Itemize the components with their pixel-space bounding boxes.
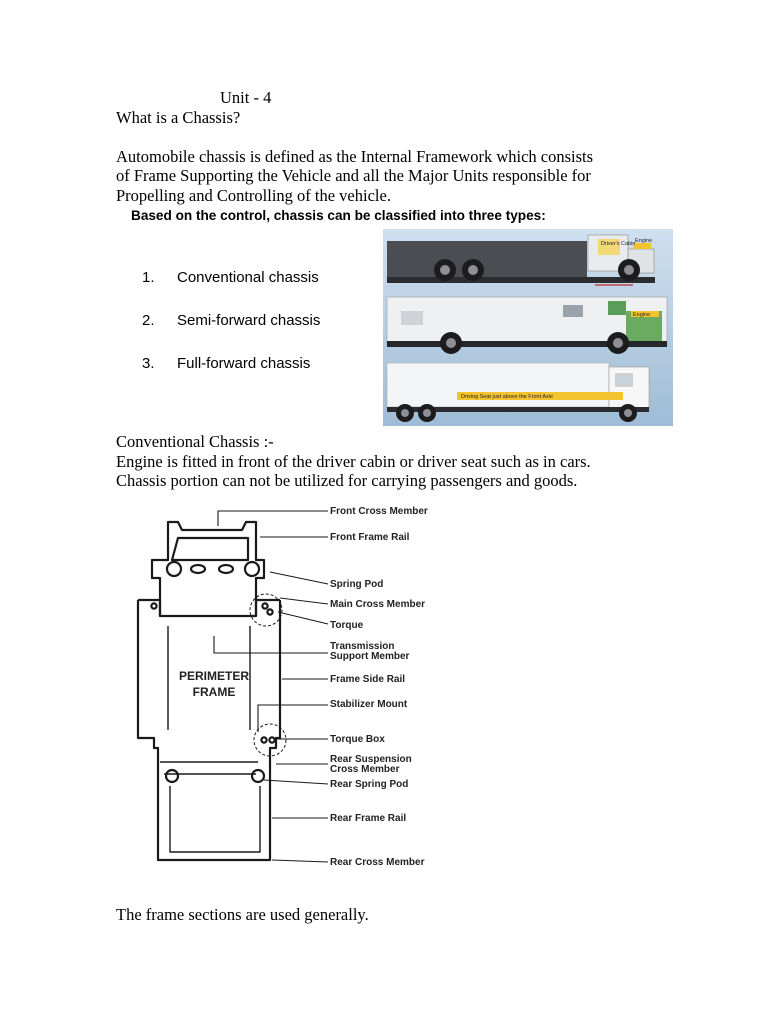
callout-torque: Torque [330, 620, 364, 631]
type-item-full-forward [142, 355, 310, 372]
classification-heading: Based on the control, chassis can be classified into three types: [131, 208, 546, 223]
callout-rear-suspension: Rear Suspension [330, 754, 412, 765]
unit-heading: Unit - 4 [220, 88, 272, 107]
callout-rear-spring-pod: Rear Spring Pod [330, 779, 409, 790]
type-number: 2. [142, 312, 155, 329]
frame-label: FRAME [192, 685, 236, 699]
drivers-cabin-label: Driver's Cabin [601, 241, 636, 247]
conventional-line-1: Engine is fitted in front of the driver cabin or driver seat such as in cars. [116, 452, 591, 471]
type-number: 1. [142, 269, 155, 286]
perimeter-frame-diagram [130, 500, 460, 870]
callout-front-cross-member: Front Cross Member [330, 506, 428, 517]
definition-line-2: of Frame Supporting the Vehicle and all the Major Units responsible for [116, 166, 591, 185]
type-label: Semi-forward chassis [177, 312, 321, 329]
callout-transmission: Transmission [330, 641, 395, 652]
callout-main-cross-member: Main Cross Member [330, 599, 426, 610]
question-heading: What is a Chassis? [116, 108, 241, 127]
callout-frame-side-rail: Frame Side Rail [330, 674, 406, 685]
conventional-line-2: Chassis portion can not be utilized for carrying passengers and goods. [116, 471, 578, 490]
chassis-types-illustration [383, 229, 673, 426]
callout-stabilizer-mount: Stabilizer Mount [330, 699, 408, 710]
callout-torque-box: Torque Box [330, 734, 385, 745]
conventional-chassis-heading: Conventional Chassis :- [116, 432, 274, 451]
callout-labels [330, 506, 428, 868]
semi-forward-truck-picture [387, 297, 667, 354]
perimeter-label: PERIMETER [178, 669, 250, 683]
driving-seat-label: Driving Seat just above the Front Axle [461, 394, 554, 400]
callout-rear-frame-rail: Rear Frame Rail [330, 813, 407, 824]
definition-line-3: Propelling and Controlling of the vehicle. [116, 186, 391, 205]
callout-cross-member: Cross Member [330, 764, 400, 775]
type-number: 3. [142, 355, 155, 372]
type-label: Conventional chassis [177, 269, 319, 286]
engine-label-1: Engine [635, 238, 653, 244]
callout-spring-pod: Spring Pod [330, 579, 384, 590]
definition-line-1: Automobile chassis is defined as the Internal Framework which consists [116, 147, 594, 166]
conventional-truck-picture [387, 235, 655, 285]
engine-label-2: Engine [633, 312, 651, 318]
callout-rear-cross-member: Rear Cross Member [330, 857, 425, 868]
callout-front-frame-rail: Front Frame Rail [330, 532, 410, 543]
type-label: Full-forward chassis [177, 355, 311, 372]
type-item-semi-forward [142, 312, 320, 329]
callout-support-member: Support Member [330, 651, 410, 662]
type-item-conventional [142, 269, 319, 286]
closing-sentence: The frame sections are used generally. [116, 905, 369, 924]
